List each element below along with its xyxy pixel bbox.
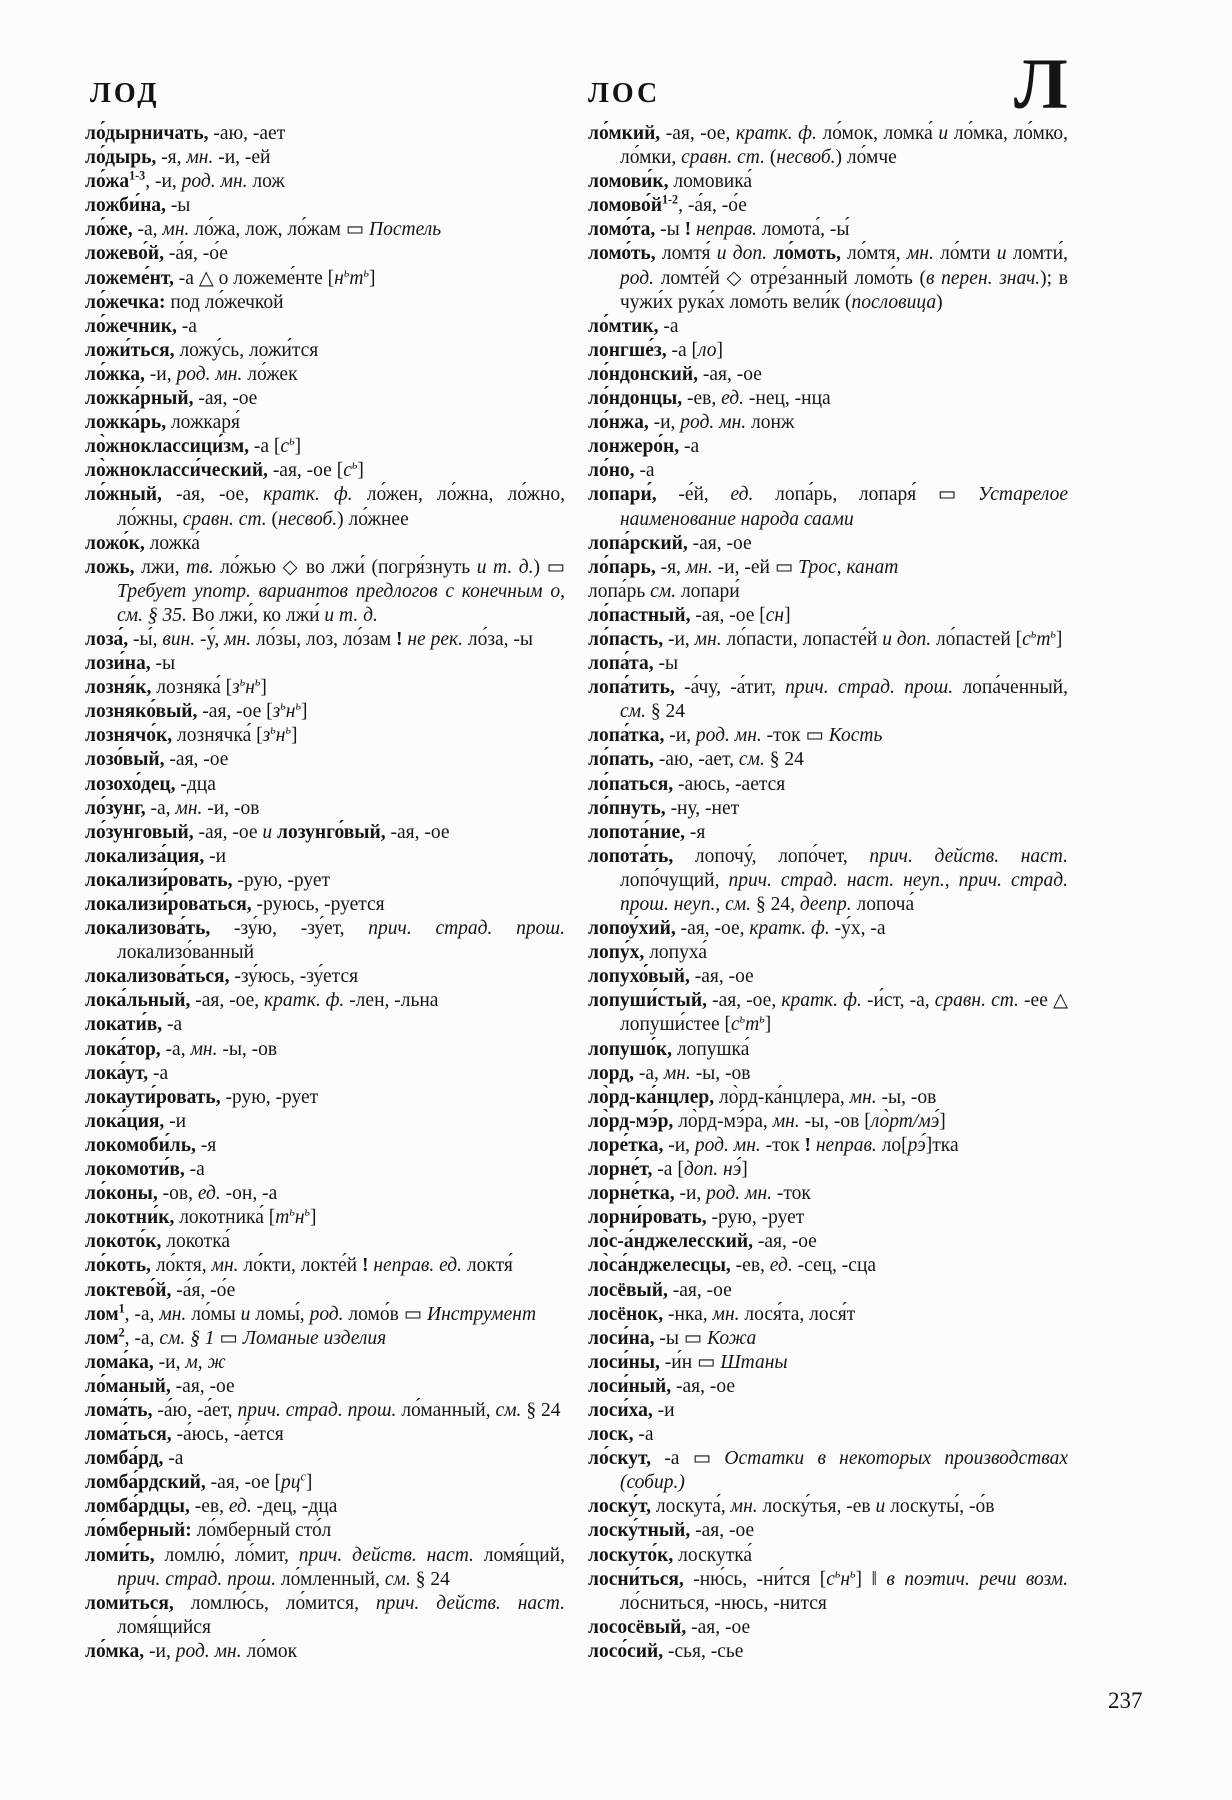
dictionary-entry: локотни́к, локотника́ $[т^ьн^ь]$ bbox=[85, 1204, 317, 1229]
dictionary-entry: лоскуто́к, лоскутка́ bbox=[588, 1544, 753, 1566]
dictionary-entry: локомоти́в, -а bbox=[85, 1159, 205, 1181]
dictionary-entry: лом$^2$, -а, см. § 1 ▭ Ломаные изделия bbox=[85, 1325, 387, 1349]
left-column-header: ЛОД bbox=[90, 78, 160, 109]
dictionary-entry: лопухо́вый, -ая, -ое bbox=[588, 966, 754, 988]
dictionary-entry: лознячо́к, лознячка́ $[з^ьн^ь]$ bbox=[85, 722, 298, 747]
dictionary-entry: ложка́рный, -ая, -ое bbox=[85, 388, 258, 410]
dictionary-entry: ло́пасть, -и, мн. ло́пасти, лопасте́й и доп. ло́пастей $[с^ьт^ь]$ bbox=[588, 626, 1063, 650]
dictionary-entry: ло́дырничать, -аю, -ает bbox=[85, 123, 286, 144]
dictionary-entry: ло́жечник, -а bbox=[85, 315, 197, 337]
dictionary-entry: лорд, -а, мн. -ы, -ов bbox=[588, 1062, 751, 1084]
dictionary-entry: ломи́ться, ломлю́сь, ло́мится, прич. действ. наст. ломя́щийся bbox=[85, 1592, 565, 1638]
dictionary-entry: лоси́на, -ы ▭ Кожа bbox=[588, 1327, 757, 1349]
dictionary-entry: ло́жный, -ая, -ое, кратк. ф. ло́жен, ло́жна, ло́жно, ло́жны, сравн. ст. (несвоб.) ло́жнее bbox=[85, 484, 566, 530]
dictionary-entry: ломо́та, -ы ! неправ. ломота́, -ы́ bbox=[588, 219, 850, 241]
dictionary-entry: ломи́ть, ломлю́, ло́мит, прич. действ. наст. ломя́щий, прич. страд. прош. ло́мленный, см. § 24 bbox=[85, 1544, 565, 1590]
dictionary-entry: ло́жечка: под ло́жечкой bbox=[85, 291, 284, 313]
dictionary-entry: лока́ция, -и bbox=[85, 1110, 187, 1132]
dictionary-entry: лока́тор, -а, мн. -ы, -ов bbox=[85, 1038, 278, 1060]
dictionary-entry: ло́пнуть, -ну, -нет bbox=[588, 797, 740, 819]
dictionary-entry: ло̀рд-ка́нцлер, ло̀рд-ка́нцлера, мн. -ы, -ов bbox=[588, 1086, 937, 1108]
dictionary-entry: лопа́та, -ы bbox=[588, 653, 679, 675]
dictionary-entry: $ломово́й^{1-2}$, -а́я, -о́е bbox=[588, 192, 747, 217]
dictionary-entry: ло́ндонцы, -ев, ед. -нец, -нца bbox=[588, 388, 831, 410]
dictionary-entry: лопота́ние, -я bbox=[588, 821, 706, 843]
dictionary-entry: ло́мка, -и, род. мн. ло́мок bbox=[85, 1640, 298, 1662]
dictionary-entry: лонгше́з, -а [ло] bbox=[588, 339, 724, 361]
dictionary-entry: локати́в, -а bbox=[85, 1014, 183, 1036]
dictionary-entry: локализова́ть, -зу́ю, -зу́ет, прич. страд. прош. локализо́ванный bbox=[85, 918, 565, 964]
dictionary-entry: ло́дырь, -я, мн. -и, -ей bbox=[85, 147, 271, 169]
dictionary-entry: ло́пастный, -ая, -ое [сн] bbox=[588, 604, 791, 626]
dictionary-entry: лосо́сий, -сья, -сье bbox=[588, 1640, 744, 1662]
dictionary-entry: лопа́тка, -и, род. мн. -ток ▭ Кость bbox=[588, 725, 883, 747]
dictionary-entry: ложеме́нт, -а △ о ложеме́нте $[н^ьт^ь]$ bbox=[85, 265, 376, 289]
dictionary-entry: ло̀с-а́нджелесский, -ая, -ое bbox=[588, 1231, 817, 1253]
dictionary-entry: лози́на, -ы bbox=[85, 653, 176, 675]
dictionary-entry: лосёвый, -ая, -ое bbox=[588, 1279, 732, 1301]
left-column bbox=[85, 122, 565, 1664]
dictionary-entry: локализи́ровать, -рую, -рует bbox=[85, 869, 331, 891]
dictionary-entry: ло́маный, -ая, -ое bbox=[85, 1375, 235, 1397]
right-column bbox=[588, 122, 1068, 1664]
dictionary-entry: лоре́тка, -и, род. мн. -ток ! неправ. ло[рэ́]тка bbox=[588, 1134, 959, 1156]
dictionary-entry: ложево́й, -а́я, -о́е bbox=[85, 243, 228, 265]
dictionary-entry: ло́же, -а, мн. ло́жа, лож, ло́жам ▭ Постель bbox=[85, 219, 442, 241]
dictionary-entry: лоси́ны, -и́н ▭ Штаны bbox=[588, 1351, 788, 1373]
dictionary-entry: ло́зунг, -а, мн. -и, -ов bbox=[85, 797, 260, 819]
dictionary-entry: ло́пать, -аю, -ает, см. § 24 bbox=[588, 749, 804, 771]
dictionary-entry: лома́ть, -а́ю, -а́ет, прич. страд. прош. ло́манный, см. § 24 bbox=[85, 1399, 561, 1421]
dictionary-entry: лоси́ный, -ая, -ое bbox=[588, 1375, 736, 1397]
dictionary-entry: ломба́рд, -а bbox=[85, 1448, 184, 1470]
dictionary-entry: лом$^1$, -а, мн. ло́мы и ломы́, род. ломо́в ▭ Инструмент bbox=[85, 1301, 537, 1325]
dictionary-entry: лопа́тить, -а́чу, -а́тит, прич. страд. прош. лопа́ченный, см. § 24 bbox=[588, 677, 1068, 723]
dictionary-entry: локомоби́ль, -я bbox=[85, 1134, 217, 1156]
dictionary-entry: лососёвый, -ая, -ое bbox=[588, 1616, 751, 1638]
dictionary-entry: локализи́роваться, -руюсь, -руется bbox=[85, 894, 385, 915]
dictionary-entry: ло́коть, ло́ктя, мн. ло́кти, локте́й ! неправ. ед. локтя́ bbox=[85, 1255, 513, 1277]
dictionary-entry: ломо́ть, ломтя́ и доп. ло́моть, ло́мтя, мн. ло́мти и ломти́, род. ломте́й ◇ отре́занный ломо́ть (в перен. знач.); в чужи́х рука́х ломо́ть вели́к (пословица) bbox=[588, 243, 1068, 313]
page-number: 237 bbox=[1108, 1688, 1143, 1713]
dictionary-entry: ложби́на, -ы bbox=[85, 195, 191, 217]
dictionary-entry: ло́скут, -а ▭ Остатки в некоторых производствах (собир.) bbox=[588, 1448, 1068, 1494]
dictionary-entry: ложо́к, ложка́ bbox=[85, 532, 200, 554]
dictionary-entry: ломба́рдцы, -ев, ед. -дец, -дца bbox=[85, 1496, 338, 1518]
dictionary-entry: ло̀рд-мэ́р, ло̀рд-мэ́ра, мн. -ы, -ов [ло̀рт/мэ́] bbox=[588, 1110, 946, 1132]
dictionary-entry: лопоу́хий, -ая, -ое, кратк. ф. -у́х, -а bbox=[588, 918, 886, 940]
dictionary-entry: локаути́ровать, -рую, -рует bbox=[85, 1086, 319, 1108]
dictionary-entry: лонжеро́н, -а bbox=[588, 436, 700, 458]
dictionary-entry: ло́парь, -я, мн. -и, -ей ▭ Трос, канат bbox=[588, 556, 899, 578]
dictionary-entry: ложка́рь, ложкаря́ bbox=[85, 412, 240, 434]
dictionary-entry: лопа́рь см. лопари́ bbox=[588, 580, 740, 602]
dictionary-entry: лопа́рский, -ая, -ое bbox=[588, 532, 752, 554]
dictionary-entry: ломба́рдский, -ая, -ое $[рц^с]$ bbox=[85, 1469, 313, 1494]
dictionary-entry: лома́ка, -и, м, ж bbox=[85, 1351, 226, 1373]
dictionary-entry: лопушо́к, лопушка́ bbox=[588, 1038, 750, 1060]
dictionary-entry: ло́ндонский, -ая, -ое bbox=[588, 363, 762, 385]
dictionary-entry: лозняко́вый, -ая, -ое $[з^ьн^ь]$ bbox=[85, 698, 308, 723]
dictionary-entry: ложь, лжи, тв. ло́жью ◇ во лжи́ (погря́знуть и т. д.) ▭ Требует употр. вариантов предлогов с конечным о, см. § 35. Во лжи́, ко лжи́ и т. д. bbox=[85, 556, 566, 626]
dictionary-entry: ло́мберный: ло́мберный сто́л bbox=[85, 1520, 332, 1542]
dictionary-entry: лозохо́дец, -дца bbox=[85, 773, 216, 795]
dictionary-entry: лоси́ха, -и bbox=[588, 1399, 675, 1421]
dictionary-entry: лозо́вый, -ая, -ое bbox=[85, 749, 229, 771]
dictionary-entry: лосни́ться, -ню́сь, -ни́тся $[с^ьн^ь]$ ‖ в поэтич. речи возм. ло́сниться, -нюсь, -нится bbox=[588, 1566, 1068, 1614]
dictionary-entry: локото́к, локотка́ bbox=[85, 1231, 231, 1253]
dictionary-entry: лопари́, -е́й, ед. лопа́рь, лопаря́ ▭ Устарелое наименование народа саами bbox=[588, 484, 1068, 530]
dictionary-entry: лозня́к, лозняка́ $[з^ьн^ь]$ bbox=[85, 674, 267, 699]
dictionary-entry: ло́мтик, -а bbox=[588, 315, 679, 337]
dictionary-entry: лока́ут, -а bbox=[85, 1062, 169, 1084]
dictionary-entry: лопота́ть, лопочу́, лопо́чет, прич. действ. наст. лопо́чущий, прич. страд. наст. неуп., прич. страд. прош. неуп., см. § 24, деепр. лопоча́ bbox=[588, 845, 1068, 915]
dictionary-entry: лосёнок, -нка, мн. лося́та, лося́т bbox=[588, 1303, 856, 1325]
dictionary-entry: лорни́ровать, -рую, -рует bbox=[588, 1207, 805, 1229]
dictionary-entry: лока́льный, -ая, -ое, кратк. ф. -лен, -льна bbox=[85, 990, 439, 1012]
dictionary-entry: ло̀са́нджелесцы, -ев, ед. -сец, -сца bbox=[588, 1255, 877, 1277]
dictionary-entry: лома́ться, -а́юсь, -а́ется bbox=[85, 1424, 284, 1446]
dictionary-entry: локализа́ция, -и bbox=[85, 845, 227, 867]
dictionary-entry: ло́коны, -ов, ед. -он, -а bbox=[85, 1183, 278, 1205]
dictionary-entry: лопу́х, лопуха́ bbox=[588, 942, 708, 964]
dictionary-entry: ло́но, -а bbox=[588, 460, 655, 482]
dictionary-entry: ло̀жноклассици́зм, -а $[с^ь]$ bbox=[85, 433, 302, 458]
dictionary-entry: ло́жка, -и, род. мн. ло́жек bbox=[85, 363, 298, 385]
dictionary-entry: лоску́т, лоскута́, мн. лоску́тья, -ев и лоскуты́, -о́в bbox=[588, 1496, 995, 1518]
dictionary-entry: локтево́й, -а́я, -о́е bbox=[85, 1279, 236, 1301]
section-letter: Л bbox=[1014, 44, 1068, 124]
dictionary-entry: лоску́тный, -ая, -ое bbox=[588, 1520, 755, 1542]
dictionary-entry: ло́нжа, -и, род. мн. лонж bbox=[588, 412, 795, 434]
dictionary-entry: ло́зунговый, -ая, -ое и лозунго́вый, -ая, -ое bbox=[85, 821, 450, 843]
right-column-header: ЛОС bbox=[588, 78, 661, 109]
dictionary-entry: локализова́ться, -зу́юсь, -зу́ется bbox=[85, 966, 359, 988]
dictionary-entry: ло̀жнокласси́ческий, -ая, -ое $[с^ь]$ bbox=[85, 457, 364, 482]
dictionary-entry: ло́паться, -аюсь, -ается bbox=[588, 773, 786, 795]
dictionary-entry: ложи́ться, ложу́сь, ложи́тся bbox=[85, 339, 319, 361]
dictionary-entry: лоск, -а bbox=[588, 1424, 654, 1446]
dictionary-entry: $ло́жа^{1-3}$, -и, род. мн. лож bbox=[85, 168, 285, 193]
dictionary-entry: лоза́, -ы́, вин. -у́, мн. ло́зы, лоз, ло́зам ! не рек. ло́за, -ы bbox=[85, 628, 534, 650]
dictionary-entry: ломови́к, ломовика́ bbox=[588, 171, 753, 193]
dictionary-entry: ло́мкий, -ая, -ое, кратк. ф. ло́мок, ломка́ и ло́мка, ло́мко, ло́мки, сравн. ст. (несвоб.) ло́мче bbox=[588, 123, 1068, 169]
dictionary-entry: лопуши́стый, -ая, -ое, кратк. ф. -и́ст, -а, сравн. ст. -ее △ лопуши́стее $[с^ьт^ь]$ bbox=[588, 990, 1068, 1036]
dictionary-entry: лорне́тка, -и, род. мн. -ток bbox=[588, 1183, 811, 1205]
dictionary-entry: лорне́т, -а [доп. нэ́] bbox=[588, 1159, 748, 1181]
